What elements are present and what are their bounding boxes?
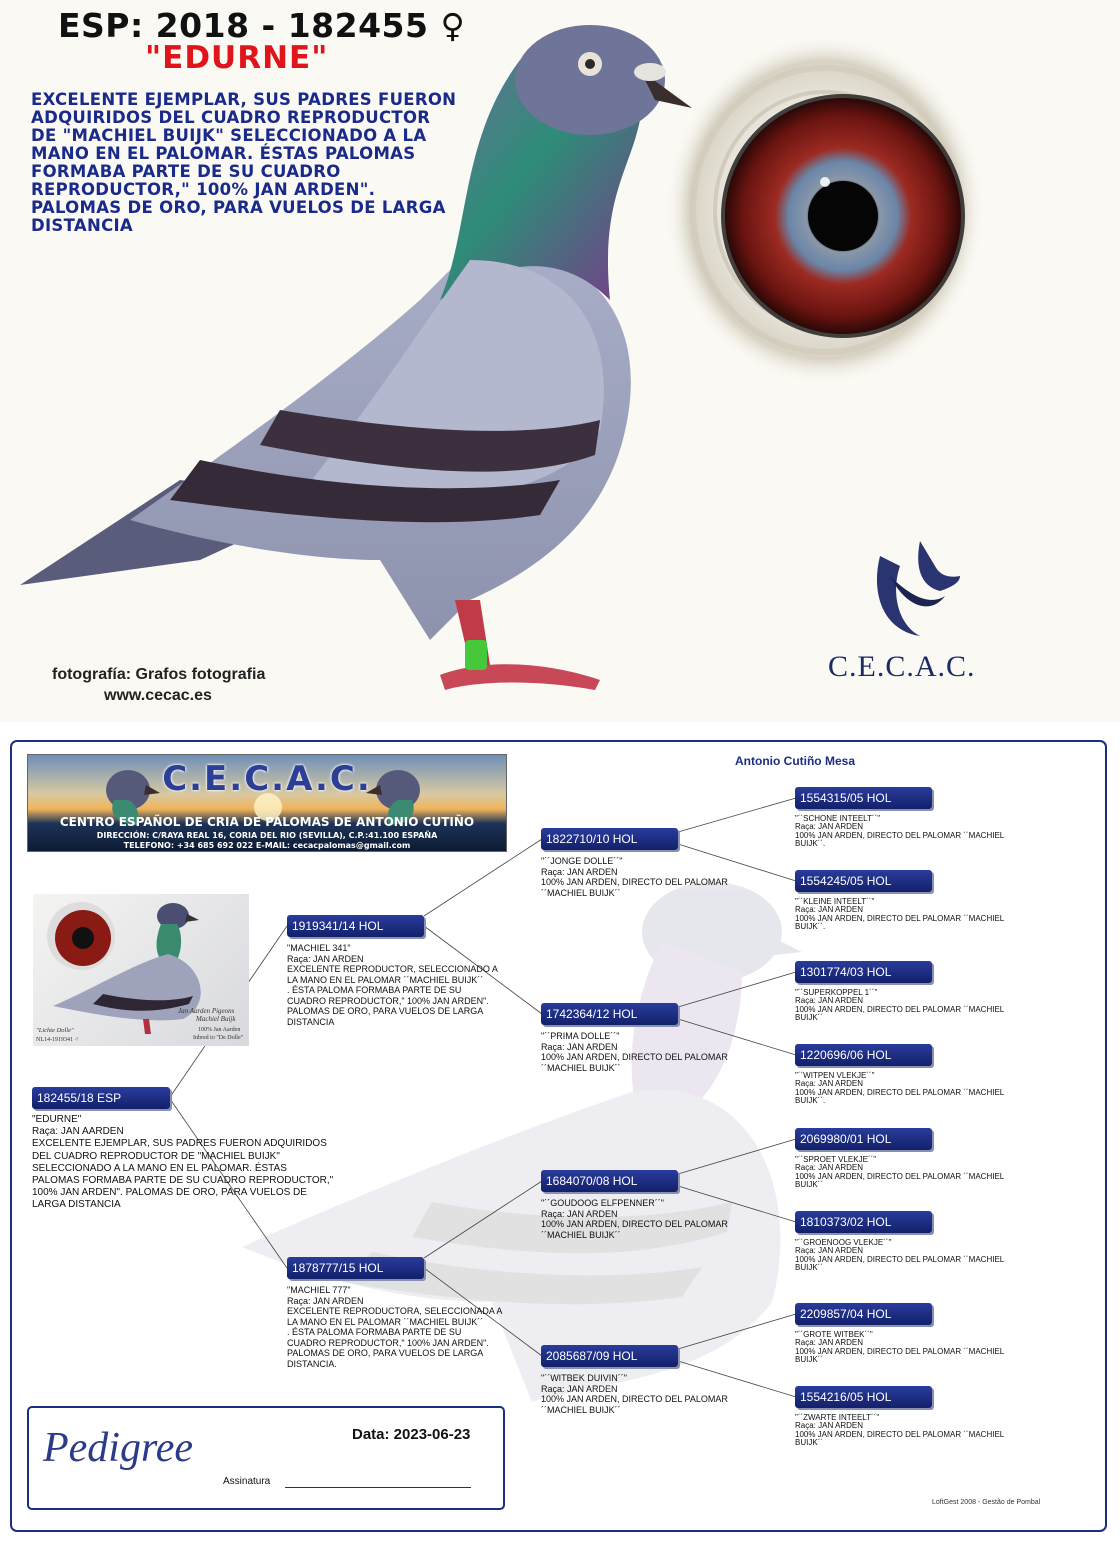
grandparent-ring-2[interactable]: 1742364/12 HOL <box>541 1003 678 1025</box>
poster-logo-text: C.E.C.A.C. <box>828 650 976 683</box>
owner-name: Antonio Cutiño Mesa <box>735 754 855 768</box>
great-grandparent-info-1: "´´SCHONE INTEELT´´" Raça: JAN ARDEN 100% JAN ARDEN, DIRECTO DEL PALOMAR ´´MACHIEL BUIJK´´. <box>795 814 1005 849</box>
pedigree-sheet <box>10 740 1107 1532</box>
great-grandparent-info-6: "´´GROENOOG VLEKJE´´" Raça: JAN ARDEN 100% JAN ARDEN, DIRECTO DEL PALOMAR ´´MACHIEL BUIJK´´ <box>795 1238 1005 1273</box>
signature-line[interactable] <box>285 1487 471 1488</box>
sire-ring[interactable]: 1919341/14 HOL <box>287 915 424 937</box>
poster-credit <box>52 664 265 706</box>
great-grandparent-info-5: "´´SPROET VLEKJE´´" Raça: JAN ARDEN 100% JAN ARDEN, DIRECTO DEL PALOMAR ´´MACHIEL BUIJK´´ <box>795 1155 1005 1190</box>
great-grandparent-info-4: "´´WITPEN VLEKJE´´" Raça: JAN ARDEN 100% JAN ARDEN, DIRECTO DEL PALOMAR ´´MACHIEL BUIJK´´. <box>795 1071 1005 1106</box>
subject-ring[interactable]: 182455/18 ESP <box>32 1087 170 1109</box>
software-credit: LoftGest 2008 - Gestão de Pombal <box>932 1499 1041 1506</box>
great-grandparent-info-3: "´´SUPERKOPPEL 1´´" Raça: JAN ARDEN 100% JAN ARDEN, DIRECTO DEL PALOMAR ´´MACHIEL BUIJK´´ <box>795 988 1005 1023</box>
photo-caption-ring: NL14-1919341 ♂ <box>36 1037 79 1043</box>
great-grandparent-ring-4[interactable]: 1220696/06 HOL <box>795 1044 932 1066</box>
photo-credit: fotografía: Grafos fotografia <box>52 666 266 683</box>
great-grandparent-ring-8[interactable]: 1554216/05 HOL <box>795 1386 932 1408</box>
photo-caption-name: "Lichte Dolle" <box>36 1027 74 1034</box>
great-grandparent-ring-5[interactable]: 2069980/01 HOL <box>795 1128 932 1150</box>
cecac-banner <box>27 754 507 852</box>
great-grandparent-ring-7[interactable]: 2209857/04 HOL <box>795 1303 932 1325</box>
pigeon-eye-image <box>655 20 985 390</box>
great-grandparent-info-7: "´´GROTE WITBEK´´" Raça: JAN ARDEN 100% JAN ARDEN, DIRECTO DEL PALOMAR ´´MACHIEL BUIJK´´ <box>795 1330 1005 1365</box>
pedigree-date: Data: 2023-06-23 <box>352 1426 471 1443</box>
sire-photo <box>33 894 249 1046</box>
sire-info: "MACHIEL 341" Raça: JAN ARDEN EXCELENTE REPRODUCTOR, SELECCIONADO A LA MANO EN EL PALOMAR ´´MACHIEL BUIJK´´ . ÉSTA PALOMA FORMABA PARTE DE SU CUADRO REPRODUCTOR," 100% JAN ARDEN". PALOMAS DE ORO, PARA VUELOS DE LARGA DISTANCIA <box>287 943 498 1027</box>
grandparent-info-3: "´´GOUDOOG ELFPENNER´´" Raça: JAN ARDEN 100% JAN ARDEN, DIRECTO DEL PALOMAR ´´MACHIEL BUIJK´´ <box>541 1198 728 1240</box>
poster-description: EXCELENTE EJEMPLAR, SUS PADRES FUERON ADQUIRIDOS DEL CUADRO REPRODUCTOR DE "MACHIEL BUIJK" SELECCIONADO A LA MANO EN EL PALOMAR. ÉSTAS PALOMAS FORMABA PARTE DE SU CUADRO REPRODUCTOR," 100% JAN ARDEN". PALOMAS DE ORO, PARA VUELOS DE LARGA DISTANCIA <box>31 90 457 235</box>
poster <box>0 0 1120 722</box>
cecac-logo-bird <box>860 536 970 646</box>
grandparent-info-4: "´´WITBEK DUIVIN´´" Raça: JAN ARDEN 100% JAN ARDEN, DIRECTO DEL PALOMAR ´´MACHIEL BUIJK´´ <box>541 1373 728 1415</box>
dam-ring[interactable]: 1878777/15 HOL <box>287 1257 424 1279</box>
photo-caption-breed: 100% Jan Aarden <box>198 1027 241 1033</box>
grandparent-info-2: "´´PRIMA DOLLE´´" Raça: JAN ARDEN 100% JAN ARDEN, DIRECTO DEL PALOMAR ´´MACHIEL BUIJK´´ <box>541 1031 728 1073</box>
banner-title: C.E.C.A.C. <box>162 759 372 799</box>
grandparent-info-1: "´´JONGE DOLLE´´" Raça: JAN ARDEN 100% JAN ARDEN, DIRECTO DEL PALOMAR ´´MACHIEL BUIJK´´ <box>541 856 728 898</box>
website-link[interactable]: www.cecac.es <box>104 687 212 704</box>
pedigree-wordmark: Pedigree <box>43 1425 194 1471</box>
banner-contact: TELEFONO: +34 685 692 022 E-MAIL: cecacpalomas@gmail.com <box>123 841 411 850</box>
great-grandparent-info-8: "´´ZWARTE INTEELT´´" Raça: JAN ARDEN 100% JAN ARDEN, DIRECTO DEL PALOMAR ´´MACHIEL BUIJK´´ <box>795 1413 1005 1448</box>
grandparent-ring-1[interactable]: 1822710/10 HOL <box>541 828 678 850</box>
banner-address: DIRECCIÓN: C/RAYA REAL 16, CORIA DEL RIO (SEVILLA), C.P.:41.100 ESPAÑA <box>96 831 438 840</box>
signature-label: Assinatura <box>223 1476 271 1487</box>
grandparent-ring-4[interactable]: 2085687/09 HOL <box>541 1345 678 1367</box>
great-grandparent-info-2: "´´KLEINE INTEELT´´" Raça: JAN ARDEN 100% JAN ARDEN, DIRECTO DEL PALOMAR ´´MACHIEL BUIJK´´. <box>795 897 1005 932</box>
photo-caption-brand: Jan Aarden Pigeons Machiel Buijk <box>178 1007 236 1023</box>
subject-info: "EDURNE" Raça: JAN AARDEN EXCELENTE EJEMPLAR, SUS PADRES FUERON ADQUIRIDOS DEL CUADRO REPRODUCTOR DE "MACHIEL BUIJK" SELECCIONADO A LA MANO EN EL PALOMAR. ÉSTAS PALOMAS FORMABA PARTE DE SU CUADRO REPRODUCTOR," 100% JAN ARDEN". PALOMAS DE ORO, PARA VUELOS DE LARGA DISTANCIA <box>32 1114 334 1211</box>
dam-info: "MACHIEL 777" Raça: JAN ARDEN EXCELENTE REPRODUCTORA, SELECCIONADA A LA MANO EN EL PALOMAR ´´MACHIEL BUIJK´´ . ÉSTA PALOMA FORMABA PARTE DE SU CUADRO REPRODUCTOR," 100% JAN ARDEN". PALOMAS DE ORO, PARA VUELOS DE LARGA DISTANCIA. <box>287 1285 503 1369</box>
grandparent-ring-3[interactable]: 1684070/08 HOL <box>541 1170 678 1192</box>
photo-caption-inbred: Inbred to "De Dolle" <box>193 1035 244 1041</box>
great-grandparent-ring-1[interactable]: 1554315/05 HOL <box>795 787 932 809</box>
great-grandparent-ring-2[interactable]: 1554245/05 HOL <box>795 870 932 892</box>
sire-photo-image <box>33 894 249 1046</box>
great-grandparent-ring-6[interactable]: 1810373/02 HOL <box>795 1211 932 1233</box>
pedigree-footer-box <box>27 1406 505 1510</box>
great-grandparent-ring-3[interactable]: 1301774/03 HOL <box>795 961 932 983</box>
poster-pigeon-name: "EDURNE" <box>145 40 329 76</box>
banner-subtitle: CENTRO ESPAÑOL DE CRIA DE PALOMAS DE ANTONIO CUTIÑO <box>59 815 475 829</box>
poster-title: ESP: 2018 - 182455 ♀ <box>58 6 466 45</box>
